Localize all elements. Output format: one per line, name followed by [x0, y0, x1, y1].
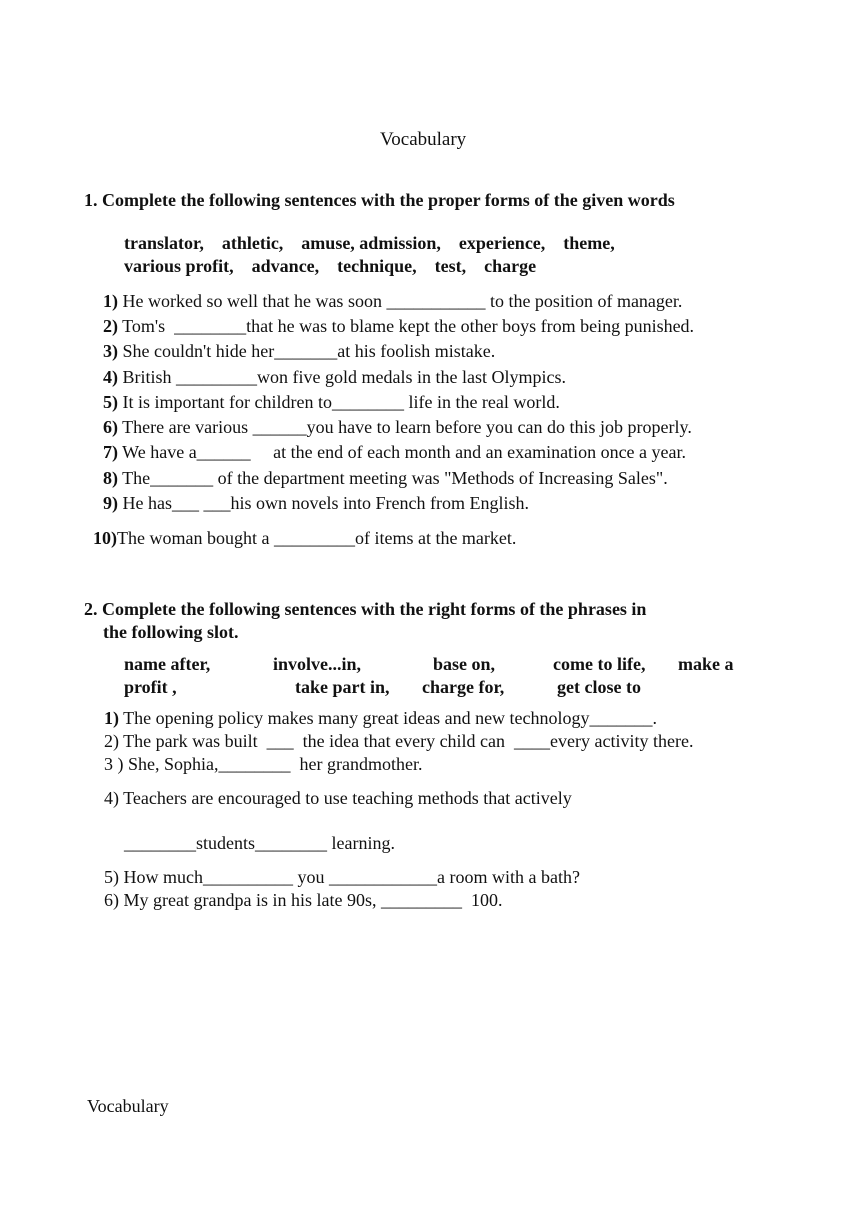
list-item: 1) He worked so well that he was soon ___________ to the position of manager. — [103, 291, 683, 311]
list-item: 6) There are various ______you have to learn before you can do this job properly. — [103, 417, 692, 437]
footer-text: Vocabulary — [87, 1096, 169, 1116]
list-item: 4) Teachers are encouraged to use teaching methods that actively — [104, 788, 572, 808]
list-item: 3 ) She, Sophia,________ her grandmother. — [104, 754, 423, 774]
list-item: 4) British _________won five gold medals in the last Olympics. — [103, 367, 566, 387]
list-item: 6) My great grandpa is in his late 90s, _________ 100. — [104, 890, 503, 910]
phrase: take part in, — [295, 677, 390, 697]
list-item: 1) The opening policy makes many great ideas and new technology_______. — [104, 708, 658, 728]
page-title: Vocabulary — [380, 129, 467, 150]
phrase: make a — [678, 654, 734, 674]
section2-heading: 2. Complete the following sentences with the right forms of the phrases in — [84, 599, 647, 619]
list-item: 10)The woman bought a _________of items at the market. — [93, 528, 517, 548]
phrase: profit , — [124, 677, 177, 697]
section1-heading: 1. Complete the following sentences with the proper forms of the given words — [84, 190, 675, 210]
word-bank-line1: translator, athletic, amuse, admission, experience, theme, — [124, 233, 615, 253]
list-item: 7) We have a______ at the end of each month and an examination once a year. — [103, 442, 687, 462]
section2-heading-cont: the following slot. — [103, 622, 239, 642]
phrase: name after, — [124, 654, 211, 674]
list-item: 5) How much__________ you ____________a room with a bath? — [104, 867, 580, 887]
phrase: charge for, — [422, 677, 505, 697]
list-item: 9) He has___ ___his own novels into French from English. — [103, 493, 529, 513]
list-item: 8) The_______ of the department meeting was "Methods of Increasing Sales". — [103, 468, 668, 488]
phrase: come to life, — [553, 654, 646, 674]
list-item: 3) She couldn't hide her_______at his foolish mistake. — [103, 341, 496, 361]
phrase: get close to — [557, 677, 641, 697]
list-item: 5) It is important for children to________ life in the real world. — [103, 392, 560, 412]
phrase: involve...in, — [273, 654, 362, 674]
word-bank-line2: various profit, advance, technique, test, charge — [124, 256, 537, 276]
list-item: 2) The park was built ___ the idea that every child can ____every activity there. — [104, 731, 694, 751]
list-item: ________students________ learning. — [124, 833, 395, 853]
list-item: 2) Tom's ________that he was to blame kept the other boys from being punished. — [103, 316, 695, 336]
phrase: base on, — [433, 654, 496, 674]
